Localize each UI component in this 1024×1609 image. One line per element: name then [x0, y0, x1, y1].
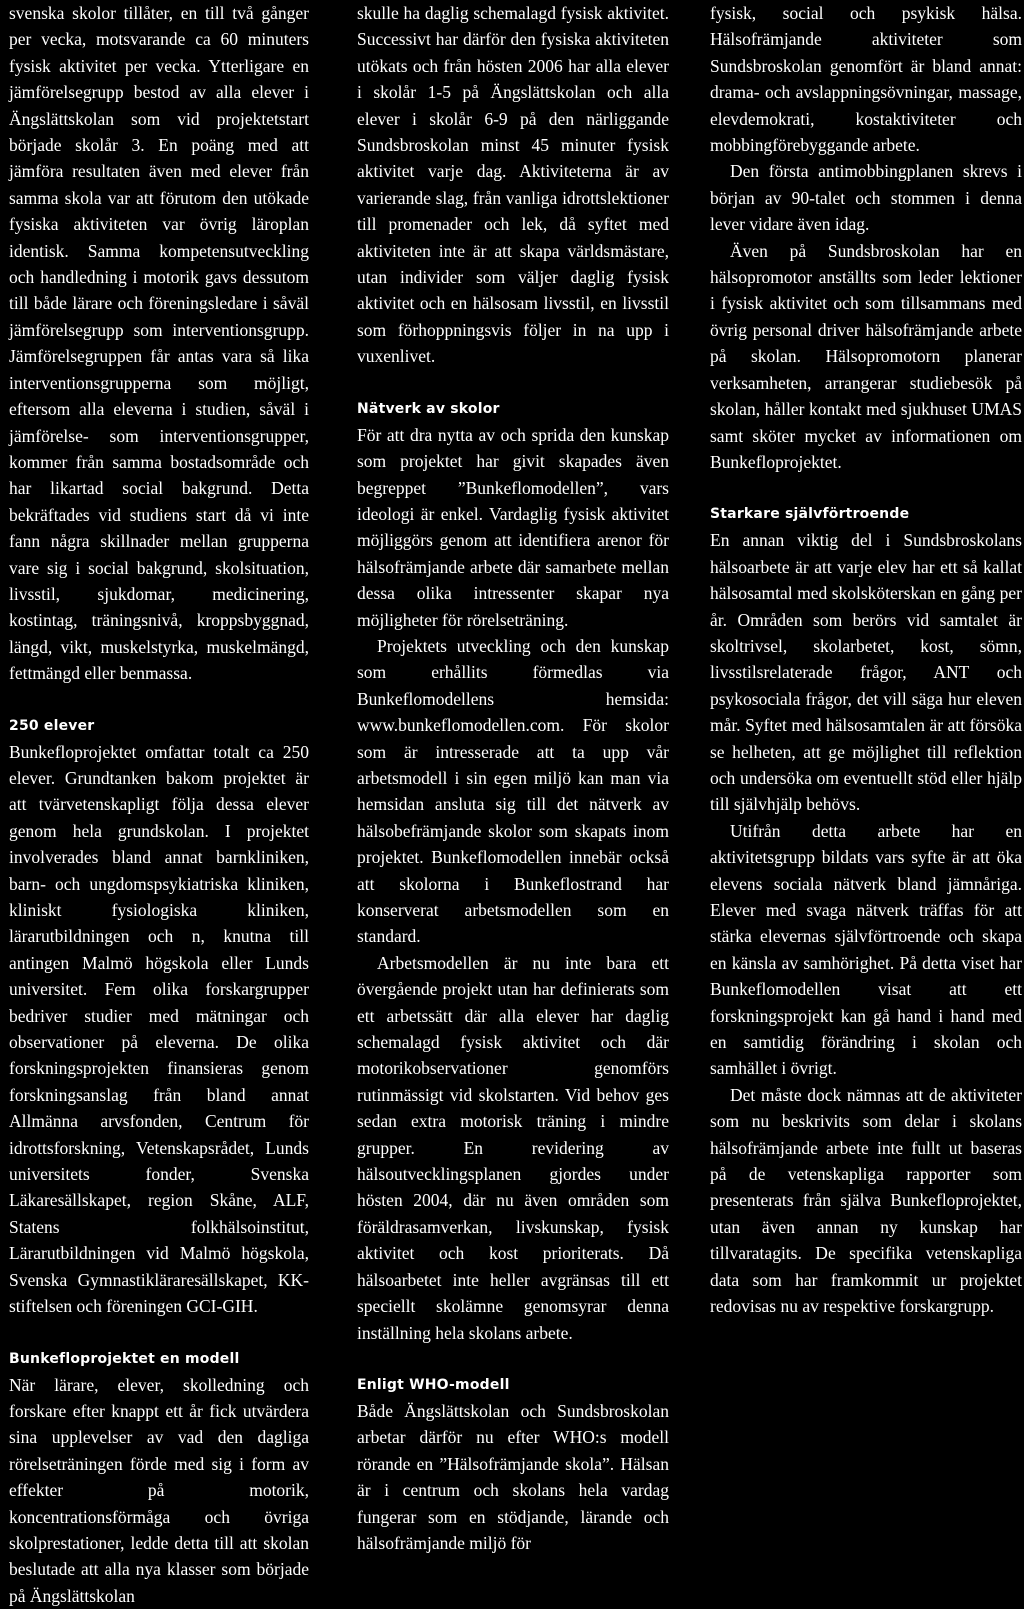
body-paragraph: För att dra nytta av och sprida den kunskap som projektet har givit skapades även begreppet ”Bunkeflomodellen”, vars ideologi är enkel. Vardaglig fysisk aktivitet möjliggörs genom att identifiera arenor för hälsofrämjande arbete där samarbete mellan dessa olika intressenter skapar nya möjligheter för rörelseträning. [357, 422, 669, 633]
body-paragraph: skulle ha daglig schemalagd fysisk aktivitet. Successivt har därför den fysiska aktiviteten utökats och från hösten 2006 har alla elever i skolår 1-5 på Ängslättskolan och alla elever i skolår 6-9 på den närliggande Sundsbroskolan minst 45 minuter fysisk aktivitet varje dag. Aktiviteterna är av varierande slag, från vanliga idrottslektioner till promenader och lek, då syftet med aktiviteten inte är att skapa världsmästare, utan individer som väljer daglig fysisk aktivitet och en hälsosam livsstil, en livsstil som förhoppningsvis följer in na upp i vuxenlivet. [357, 0, 669, 370]
section-heading-natverk-av-skolor: Nätverk av skolor [357, 396, 669, 422]
body-paragraph: Arbetsmodellen är nu inte bara ett övergående projekt utan har definierats som ett arbetssätt där alla elever har daglig schemalagd fysisk aktivitet och där motorikobservationer genomförs rutinmässigt vid skolstarten. Vid behov ges sedan extra motorisk träning i mindre grupper. En revidering av hälsoutvecklingsplanen gjordes under hösten 2004, där nu även områden som föräldrasamverkan, livskunskap, fysisk aktivitet och kost prioriterats. Då hälsoarbetet inte heller avgränsas till ett speciellt skolämne genomsyrar denna inställning hela skolans arbete. [357, 950, 669, 1346]
body-paragraph: Bunkefloprojektet omfattar totalt ca 250 elever. Grundtanken bakom projektet är att tvärvetenskapligt följa dessa elever genom hela grundskolan. I projektet involverades bland annat barnkliniken, barn- och ungdomspsykiatriska kliniken, kliniskt fysiologiska kliniken, lärarutbildningen och n, knutna till antingen Malmö högskola eller Lunds universitet. Fem olika forskargrupper bedriver studier med mätningar och observationer på eleverna. De olika forskningsprojekten finansieras genom forskningsanslag från bland annat Allmänna arvsfonden, Centrum för idrottsforskning, Vetenskapsrådet, Lunds universitets fonder, Svenska Läkaresällskapet, region Skåne, ALF, Statens folkhälsoinstitut, Lärarutbildningen vid Malmö högskola, Svenska Gymnastikläraresällskapet, KK-stiftelsen och föreningen GCI-GIH. [9, 739, 309, 1320]
text-column-left [9, 0, 309, 1609]
body-paragraph: En annan viktig del i Sundsbroskolans hälsoarbete är att varje elev har ett så kallat hälsosamtal med skolsköterskan en gång per år. Områden som berörs vid samtalet är skoltrivsel, skolarbetet, kost, sömn, livsstilsrelaterade frågor, ANT och psykosociala frågor, det vill säga hur eleven mår. Syftet med hälsosamtalen är att försöka se helheten, att ge möjlighet till reflektion och undersöka om eventuellt stöd eller hjälp till självhjälp behövs. [710, 527, 1022, 817]
paragraph-gap [9, 687, 309, 713]
body-paragraph: svenska skolor tillåter, en till två gånger per vecka, motsvarande ca 60 minuters fysisk aktivitet per vecka. Ytterligare en jämförelsegrupp bestod av alla elever i Ängslättskolan som vid projektetstart började skolår 3. En poäng med att jämföra resultaten även med elever från samma skola var att förutom den utökade fysiska aktiviteten var övrig läroplan identisk. Samma kompetensutveckling och handledning i motorik gavs dessutom till både lärare och föreningsledare i såväl jämförelsegrupp som interventionsgrupp. Jämförelsegruppen får antas vara så lika interventionsgrupperna som möjligt, eftersom alla eleverna i studien, såväl i jämförelse- som interventionsgrupper, kommer från samma bostadsområde och har likartad social bakgrund. Detta bekräftades vid studiens start då vi inte fann några skillnader mellan grupperna vare sig i social bakgrund, skolsituation, livsstil, sjukdomar, medicinering, kostintag, träningsnivå, kroppsbyggnad, längd, vikt, muskelstyrka, muskelmängd, fettmängd eller benmassa. [9, 0, 309, 687]
paragraph-gap [710, 475, 1022, 501]
body-paragraph: fysisk, social och psykisk hälsa. Hälsofrämjande aktiviteter som Sundsbroskolan genomfört är bland annat: drama- och avslappningsövningar, massage, elevdemokrati, kostaktiviteter och mobbingförebyggande arbete. [710, 0, 1022, 158]
body-paragraph: Projektets utveckling och den kunskap som erhållits förmedlas via Bunkeflomodellens hemsida: www.bunkeflomodellen.com. För skolor som är intresserade att ta upp vår arbetsmodell i sin egen miljö kan man via hemsidan ansluta sig till det nätverk av hälsobefrämjande skolor som skapats inom projektet. Bunkeflomodellen innebär också att skolorna i Bunkeflostrand har konserverat arbetsmodellen som en standard. [357, 633, 669, 950]
section-heading-bunkefloprojektet: Bunkefloprojektet en modell [9, 1346, 309, 1372]
body-paragraph: Utifrån detta arbete har en aktivitetsgrupp bildats vars syfte är att öka elevens sociala nätverk bland jämnåriga. Elever med svaga nätverk träffas för att stärka elevernas självförtroende och skapa en känsla av samhörighet. På detta viset har Bunkeflomodellen visat att ett forskningsprojekt kan gå hand i hand med en samtidig förändring i skolan och samhället i övrigt. [710, 818, 1022, 1082]
body-paragraph: När lärare, elever, skolledning och forskare efter knappt ett år fick utvärdera sina upplevelser av vad den dagliga rörelseträningen förde med sig i form av effekter på motorik, koncentrationsförmåga och övriga skolprestationer, ledde detta till att skolan beslutade att alla nya klasser som började på Ängslättskolan [9, 1372, 309, 1609]
section-heading-enligt-who-modell: Enligt WHO-modell [357, 1372, 669, 1398]
paragraph-gap [9, 1320, 309, 1346]
paragraph-gap [357, 1346, 669, 1372]
body-paragraph: Den första antimobbingplanen skrevs i början av 90-talet och stommen i denna lever vidare även idag. [710, 158, 1022, 237]
section-heading-250-elever: 250 elever [9, 713, 309, 739]
body-paragraph: Även på Sundsbroskolan har en hälsopromotor anställts som leder lektioner i fysisk aktivitet och som tillsammans med övrig personal driver hälsofrämjande arbete på skolan. Hälsopromotorn planerar verksamheten, arrangerar studiebesök på skolan, håller kontakt med sjukhuset UMAS samt sköter mycket av informationen om Bunkefloprojektet. [710, 238, 1022, 476]
body-paragraph: Både Ängslättskolan och Sundsbroskolan arbetar därför nu efter WHO:s modell rörande en ”Hälsofrämjande skola”. Hälsan är i centrum och skolans hela vardag fungerar som en stödjande, lärande och hälsofrämjande miljö för [357, 1398, 669, 1556]
text-column-middle [357, 0, 669, 1556]
text-column-right [710, 0, 1022, 1320]
body-paragraph: Det måste dock nämnas att de aktiviteter som nu beskrivits som delar i skolans hälsofrämjande arbete inte fullt ut baseras på de vetenskapliga rapporter som presenterats från själva Bunkefloprojektet, utan även annan ny kunskap har tillvaratagits. De specifika vetenskapliga data som har framkommit ur projektet redovisas nu av respektive forskargrupp. [710, 1082, 1022, 1320]
paragraph-gap [357, 370, 669, 396]
section-heading-starkare-sjalvfortroende: Starkare självförtroende [710, 501, 1022, 527]
